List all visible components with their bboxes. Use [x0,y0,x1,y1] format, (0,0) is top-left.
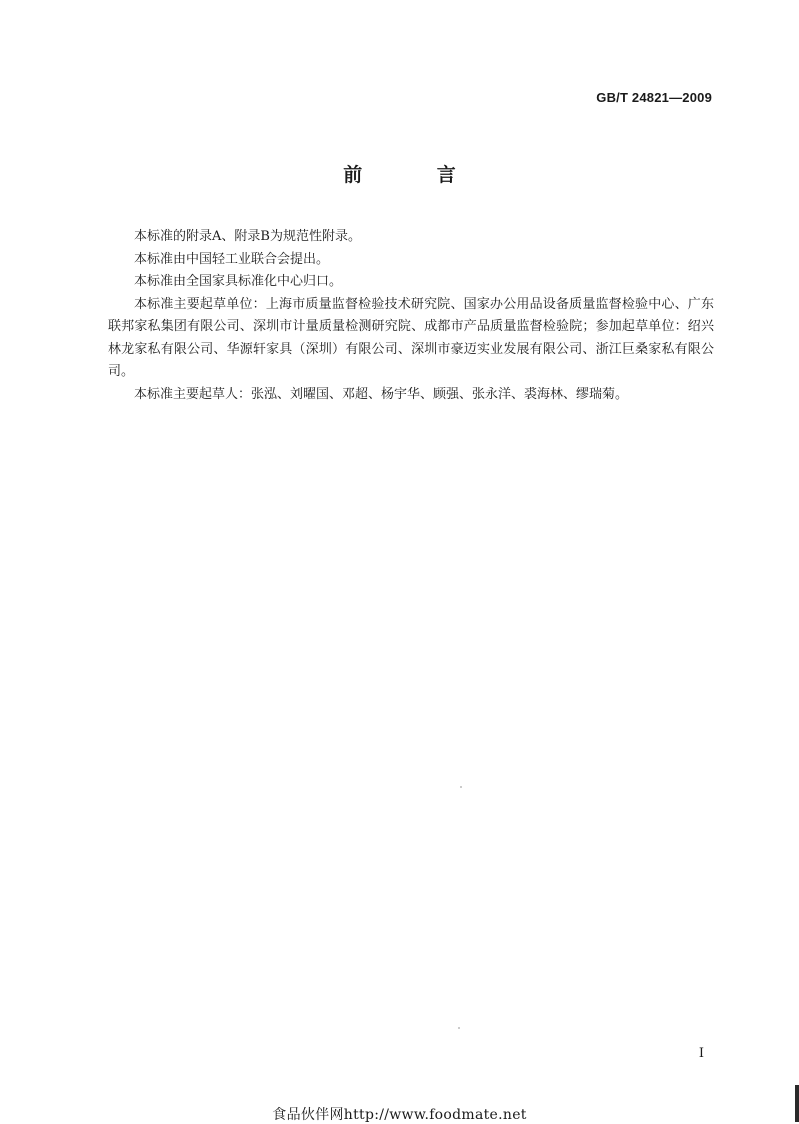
paragraph-annex: 本标准的附录A、附录B为规范性附录。 [134,229,361,244]
scan-speck [458,1027,460,1029]
foreword-body [108,226,714,406]
page-number: I [698,1046,704,1061]
paragraph-drafters: 本标准主要起草人：张泓、刘曜国、邓超、杨宇华、顾强、张永洋、裘海林、缪瑞菊。 [134,386,629,402]
paragraph-centralized-by: 本标准由全国家具标准化中心归口。 [134,274,343,289]
paragraph-proposer: 本标准由中国轻工业联合会提出。 [134,251,330,267]
paragraph-drafting-units: 本标准主要起草单位：上海市质量监督检验技术研究院、国家办公用品设备质量监督检验中心、广东联邦家私集团有限公司、深圳市计量质量检测研究院、成都市产品质量监督检验院；参加起草单位：绍兴林龙家私有限公司、华源轩家具（深圳）有限公司、深圳市豪迈实业发展有限公司、浙江巨桑家私有限公司。 [108,296,714,379]
scan-speck [460,786,462,788]
scan-edge-mark [795,1085,799,1122]
standard-code: GB/T 24821—2009 [596,90,712,105]
footer-watermark: 食品伙伴网http://www.foodmate.net [272,1107,527,1123]
page-title: 前 言 [343,164,490,186]
